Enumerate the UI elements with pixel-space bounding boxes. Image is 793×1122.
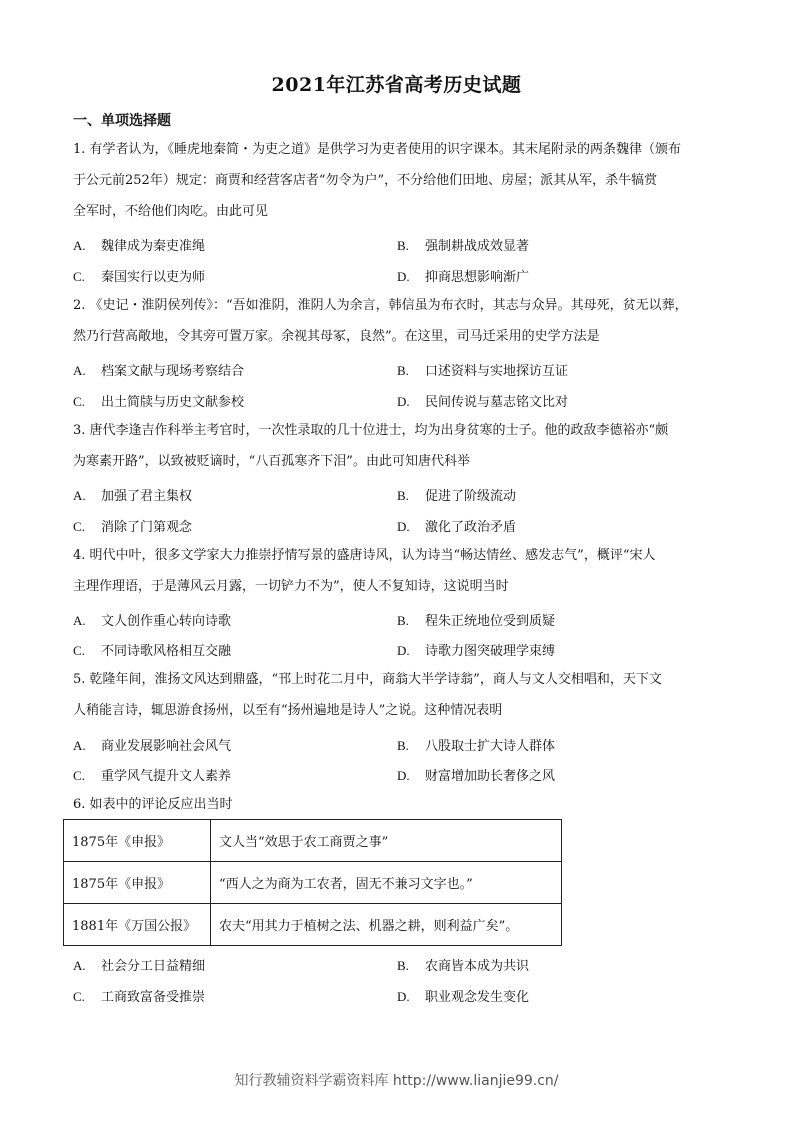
table-cell-source: 1875年《申报》 <box>64 820 211 862</box>
question-1-stem <box>73 134 723 227</box>
question-text-line: 于公元前252年）规定：商贾和经营客店者“勿令为户”，不分给他们田地、房屋；派其从军，杀牛犒赏 <box>73 173 658 188</box>
page-title: 2021年江苏省高考历史试题 <box>271 74 522 96</box>
option-6b: B. 农商皆本成为共识 <box>397 958 530 974</box>
question-4-stem <box>73 540 723 602</box>
question-text-line: 6. 如表中的评论反应出当时 <box>73 797 233 812</box>
question-text-line: 为寒素开路”，以致被贬谪时，“八百孤寒齐下泪”。由此可知唐代科举 <box>73 454 470 469</box>
question-2-stem <box>73 290 723 352</box>
table-cell-comment: “西人之为商为工农者，固无不兼习文字也。” <box>211 862 562 904</box>
option-3d: D. 激化了政治矛盾 <box>397 519 517 535</box>
option-1b: B. 强制耕战成效显著 <box>397 238 530 254</box>
table-row <box>64 904 562 946</box>
option-6c: C. 工商致富备受推崇 <box>73 989 206 1005</box>
question-text-line: 2. 《史记・淮阴侯列传》：“吾如淮阴，淮阴人为余言，韩信虽为布衣时，其志与众异。其母死，贫无以葬， <box>73 298 688 313</box>
table-cell-source: 1881年《万国公报》 <box>64 904 211 946</box>
question-text-line: 1. 有学者认为，《睡虎地秦简・为吏之道》是供学习为吏者使用的识字课本。其末尾附录的两条魏律（颁布 <box>73 142 682 157</box>
question-text-line: 5. 乾隆年间，淮扬文风达到鼎盛，“邗上时花二月中，商翁大半学诗翁”，商人与文人交相唱和，天下文 <box>73 672 662 687</box>
table-row <box>64 820 562 862</box>
question-text-line: 4. 明代中叶，很多文学家大力推崇抒情写景的盛唐诗风，认为诗当“畅达情丝、感发志气”，概评“宋人 <box>73 548 656 563</box>
question-text-line: 然乃行营高敞地，令其旁可置万家。余视其母冢，良然”。在这里，司马迁采用的史学方法是 <box>73 329 600 344</box>
option-3c: C. 消除了门第观念 <box>73 519 193 535</box>
question-text-line: 全军时，不给他们肉吃。由此可见 <box>73 204 269 219</box>
option-3b: B. 促进了阶级流动 <box>397 488 517 504</box>
question-text-line: 主理作理语，于是薄风云月露，一切铲力不为”，使人不复知诗，这说明当时 <box>73 579 509 594</box>
question-5-stem <box>73 664 723 726</box>
option-2d: D. 民间传说与墓志铭文比对 <box>397 394 569 410</box>
option-5b: B. 八股取士扩大诗人群体 <box>397 738 556 754</box>
option-5a: A. 商业发展影响社会风气 <box>73 738 232 754</box>
option-1d: D. 抑商思想影响渐广 <box>397 269 530 285</box>
option-2b: B. 口述资料与实地探访互证 <box>397 363 569 379</box>
newspaper-comments-table <box>63 819 562 946</box>
option-6d: D. 职业观念发生变化 <box>397 989 530 1005</box>
option-1a: A. 魏律成为秦吏准绳 <box>73 238 206 254</box>
option-4a: A. 文人创作重心转向诗歌 <box>73 613 232 629</box>
option-5d: D. 财富增加助长奢侈之风 <box>397 768 556 784</box>
question-text-line: 3. 唐代李逢吉作科举主考官时，一次性录取的几十位进士，均为出身贫寒的士子。他的政敌李德裕亦“颇 <box>73 423 669 438</box>
question-text-line: 人稍能言诗，辄思游食扬州，以至有“扬州遍地是诗人”之说。这种情况表明 <box>73 703 503 718</box>
question-6-stem <box>73 789 723 820</box>
table-cell-comment: 文人当“效思于农工商贾之事” <box>211 820 562 862</box>
option-6a: A. 社会分工日益精细 <box>73 958 206 974</box>
table-cell-comment: 农夫“用其力于植树之法、机器之耕，则利益广矣”。 <box>211 904 562 946</box>
option-5c: C. 重学风气提升文人素养 <box>73 768 232 784</box>
option-1c: C. 秦国实行以吏为师 <box>73 269 206 285</box>
table-row <box>64 862 562 904</box>
option-2c: C. 出土简牍与历史文献参校 <box>73 394 245 410</box>
option-3a: A. 加强了君主集权 <box>73 488 193 504</box>
section-heading: 一、单项选择题 <box>73 113 171 129</box>
question-3-stem <box>73 415 723 477</box>
option-4c: C. 不同诗歌风格相互交融 <box>73 643 232 659</box>
option-4b: B. 程朱正统地位受到质疑 <box>397 613 556 629</box>
footer-watermark: 知行教辅资料学霸资料库 http://www.lianjie99.cn/ <box>234 1073 559 1089</box>
table-cell-source: 1875年《申报》 <box>64 862 211 904</box>
option-2a: A. 档案文献与现场考察结合 <box>73 363 245 379</box>
option-4d: D. 诗歌力图突破理学束缚 <box>397 643 556 659</box>
